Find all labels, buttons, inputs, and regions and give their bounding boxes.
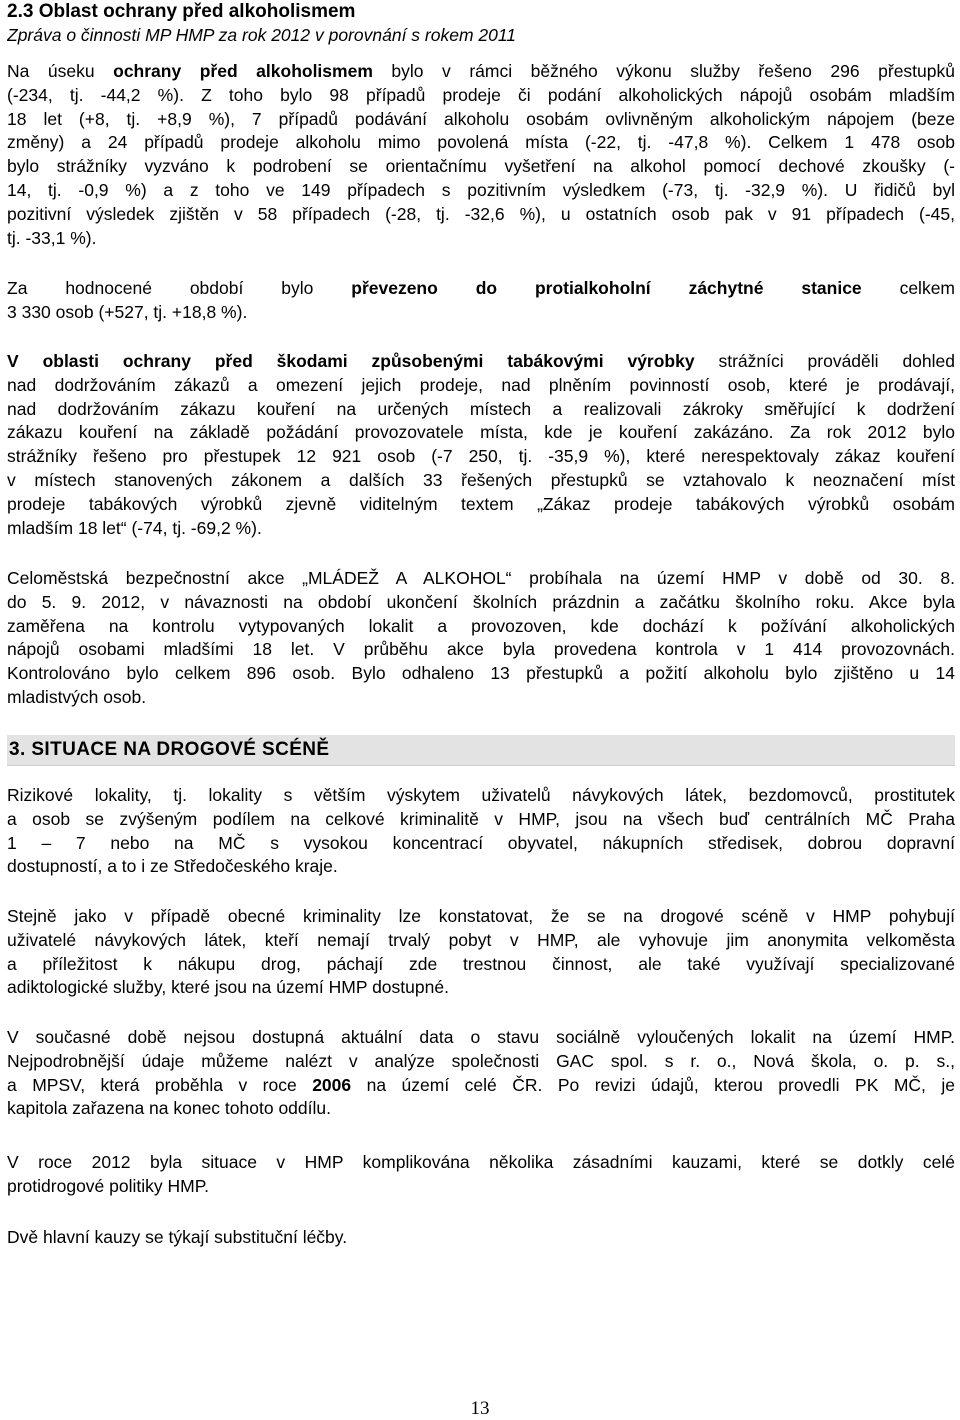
section-3-heading-bar (7, 735, 955, 766)
text-line: nad dodržováním zákazu kouření na určených místech a realizovali zákroky směřující k dodržení (7, 398, 955, 419)
text-line: (-234, tj. -44,2 %). Z toho bylo 98 případů prodeje či podání alkoholických nápojů osobám mladším (7, 84, 955, 105)
text-line: v místech stanovených zákonem a dalších 33 řešených přestupků se vztahovalo k neoznačení míst (7, 469, 955, 490)
text-line: mladším 18 let“ (-74, tj. -69,2 %). (7, 517, 262, 538)
text-line: 14, tj. -0,9 %) a z toho ve 149 případech s pozitivním výsledkem (-73, tj. -32,9 %). U řidičů byl (7, 179, 955, 200)
section-2-3-header (7, 0, 955, 48)
paragraph-data-availability (7, 1026, 955, 1121)
paragraph-risk-locations (7, 784, 955, 879)
text-line: mladistvých osob. (7, 686, 147, 707)
section-heading: 2.3 Oblast ochrany před alkoholismem (7, 1, 356, 22)
text-line: 18 let (+8, tj. +8,9 %), 7 případů podávání alkoholu osobám ovlivněným alkoholickým nápojem (beze (7, 108, 955, 129)
paragraph-youth-alcohol-action (7, 567, 955, 710)
text-line: a MPSV, která proběhla v roce 2006 na území celé ČR. Po revizi údajů, kterou provedli PK MČ, je (7, 1074, 955, 1095)
text-line: strážníky řešeno pro přestupek 12 921 osob (-7 250, tj. -35,9 %), které nerespektovaly zákaz kouření (7, 446, 955, 467)
text-line: Na úseku ochrany před alkoholismem bylo v rámci běžného výkonu služby řešeno 296 přestupků (7, 61, 955, 81)
text-line: a příležitost k nákupu drog, páchají zde trestnou činnost, ale také využívají specializované (7, 953, 955, 974)
section-heading: 3. SITUACE NA DROGOVÉ SCÉNĚ (9, 739, 330, 760)
text-line: V současné době nejsou dostupná aktuální data o stavu sociálně vyloučených lokalit na území HMP. (7, 1027, 955, 1047)
text-line: V roce 2012 byla situace v HMP komplikována několika zásadními kauzami, které se dotkly celé (7, 1152, 955, 1172)
text-line: a osob se zvýšeným podílem na celkové kriminalitě v HMP, jsou na všech buď centrálních MČ Praha (7, 808, 955, 829)
page-number: 13 (470, 1398, 490, 1419)
text-line: Celoměstská bezpečnostní akce „MLÁDEŽ A ALKOHOL“ probíhala na území HMP v době od 30. 8. (7, 568, 955, 588)
text-line: zaměřena na kontrolu vytypovaných lokalit a provozoven, kde dochází k požívání alkoholických (7, 615, 955, 636)
paragraph-alcohol-offences (7, 60, 955, 250)
text-line: prodeje tabákových výrobků zjevně viditelným textem „Zákaz prodeje tabákových výrobků osobám (7, 493, 955, 514)
text-line: zákazu kouření na základě požádání provozovatele místa, kde je kouření zakázáno. Za rok 2012 bylo (7, 422, 955, 443)
text-line: Za hodnocené období bylo převezeno do protialkoholní záchytné stanice celkem (7, 278, 955, 298)
paragraph-situation-2012 (7, 1151, 955, 1199)
paragraph-main-cases (7, 1226, 955, 1250)
text-line: tj. -33,1 %). (7, 227, 97, 248)
text-line: změny) a 24 případů prodeje alkoholu mimo povolená místa (-22, tj. -47,8 %). Celkem 1 478 osob (7, 132, 955, 153)
text-line: kapitola zařazena na konec tohoto oddílu. (7, 1098, 331, 1119)
text-line: Rizikové lokality, tj. lokality s větším výskytem uživatelů návykových látek, bezdomovců, prostitutek (7, 785, 955, 805)
paragraph-detox-station (7, 277, 955, 325)
text-line: Nejpodrobnější údaje můžeme nalézt v analýze společnosti GAC spol. s r. o., Nová škola, o. p. s., (7, 1050, 955, 1071)
text-line: protidrogové politiky HMP. (7, 1175, 209, 1196)
text-line: pozitivní výsledek zjištěn v 58 případech (-28, tj. -32,6 %), u ostatních osob pak v 91 případech (-45, (7, 203, 955, 224)
text-line: uživatelé návykových látek, kteří nemají trvalý pobyt v HMP, ale vyhovuje jim anonymita velkoměsta (7, 929, 955, 950)
text-line: dostupností, a to i ze Středočeského kraje. (7, 856, 338, 877)
text-line: nad dodržováním zákazů a omezení jejich prodeje, nad plněním povinností osob, které je prodávají, (7, 374, 955, 395)
text-line: adiktologické služby, které jsou na území HMP dostupné. (7, 977, 449, 998)
text-line: 3 330 osob (+527, tj. +18,8 %). (7, 301, 248, 322)
text-line: Stejně jako v případě obecné kriminality lze konstatovat, že se na drogové scéně v HMP pohybují (7, 906, 955, 926)
text-line: bylo strážníky vyzváno k podrobení se orientačnímu vyšetření na alkohol pomocí dechové zkoušky (- (7, 156, 955, 177)
text-line: do 5. 9. 2012, v návaznosti na období ukončení školních prázdnin a začátku školního roku. Akce byla (7, 591, 955, 612)
text-line: 1 – 7 nebo na MČ s vysokou koncentrací obyvatel, nákupních středisek, dobrou dopravní (7, 832, 955, 853)
text-line: Dvě hlavní kauzy se týkají substituční léčby. (7, 1227, 348, 1247)
text-line: nápojů osobami mladšími 18 let. V průběhu akce byla provedena kontrola v 1 414 provozovnách. (7, 639, 955, 660)
paragraph-drug-users (7, 905, 955, 1000)
text-line: Kontrolováno bylo celkem 896 osob. Bylo odhaleno 13 přestupků a požití alkoholu bylo zjištěno u 14 (7, 663, 955, 684)
paragraph-tobacco (7, 350, 955, 540)
text-line: V oblasti ochrany před škodami způsobenými tabákovými výrobky strážníci prováděli dohled (7, 351, 955, 371)
section-subtitle: Zpráva o činnosti MP HMP za rok 2012 v porovnání s rokem 2011 (7, 24, 517, 45)
